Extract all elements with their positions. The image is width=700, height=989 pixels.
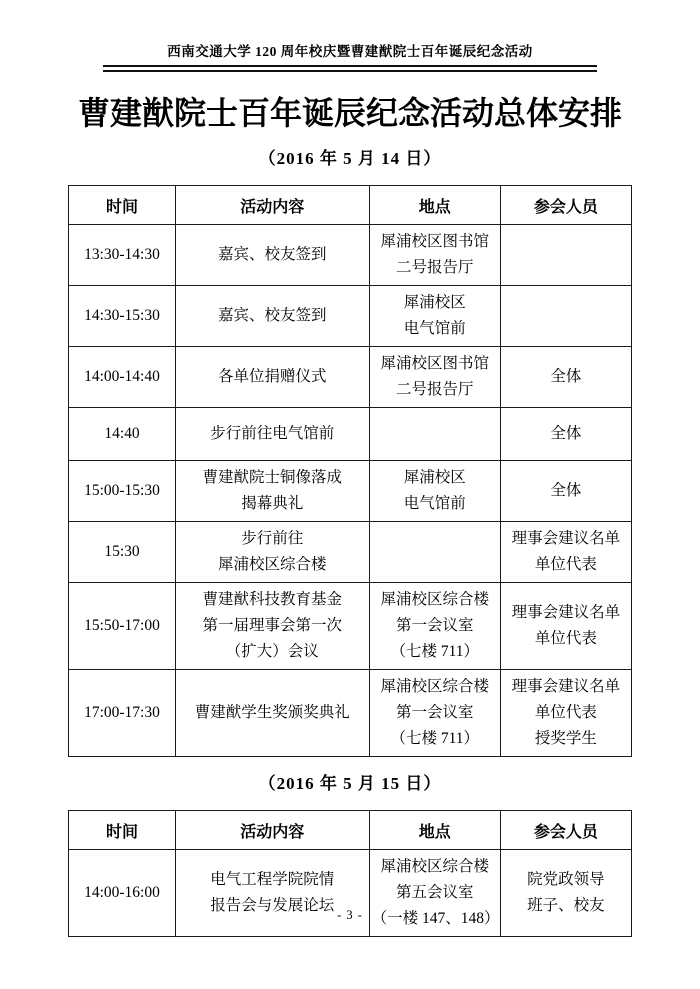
table-body	[69, 225, 632, 757]
cell-participants	[500, 347, 631, 408]
cell-activity	[175, 461, 369, 522]
cell-location-line: 犀浦校区	[403, 469, 466, 486]
cell-location	[369, 522, 500, 583]
cell-participants-line: 授奖学生	[534, 730, 597, 747]
page-title: 曹建猷院士百年诞辰纪念活动总体安排	[77, 95, 622, 131]
cell-participants-line: 单位代表	[534, 704, 597, 721]
table-row	[69, 408, 632, 461]
cell-activity-line: 电气工程学院院情	[210, 871, 335, 888]
column-header-1: 活动内容	[175, 811, 369, 850]
table-row	[69, 583, 632, 670]
table-row	[69, 461, 632, 522]
cell-activity	[175, 522, 369, 583]
cell-activity-line: 嘉宾、校友签到	[218, 307, 327, 324]
column-header-0: 时间	[69, 811, 176, 850]
cell-time: 14:00-14:40	[69, 347, 176, 408]
cell-activity-line: 曹建猷院士铜像落成	[202, 469, 343, 486]
cell-activity-line: 步行前往电气馆前	[210, 425, 335, 442]
running-header: 西南交通大学 120 周年校庆暨曹建猷院士百年诞辰纪念活动	[167, 44, 533, 59]
date-heading-may14: （2016 年 5 月 14 日）	[258, 149, 442, 168]
cell-participants-line: 全体	[550, 368, 582, 385]
cell-location	[369, 461, 500, 522]
cell-activity-line: 步行前往	[241, 530, 304, 547]
column-header-0: 时间	[69, 186, 176, 225]
cell-location-line: （七楼 711）	[390, 643, 479, 660]
cell-participants-line: 单位代表	[534, 556, 597, 573]
cell-location-line: 二号报告厅	[395, 381, 474, 398]
cell-location-line: 电气馆前	[403, 495, 466, 512]
cell-time: 14:30-15:30	[69, 286, 176, 347]
cell-time: 14:40	[69, 408, 176, 461]
cell-location-line: 犀浦校区图书馆	[380, 233, 489, 250]
cell-participants-line: 班子、校友	[527, 897, 605, 914]
cell-participants	[500, 850, 631, 937]
cell-location-line: 犀浦校区综合楼	[380, 858, 489, 875]
cell-participants	[500, 286, 631, 347]
cell-location	[369, 408, 500, 461]
cell-location-line: 第一会议室	[395, 617, 474, 634]
cell-participants-line: 理事会建议名单	[511, 530, 621, 547]
cell-participants-line: 单位代表	[534, 630, 597, 647]
cell-location	[369, 583, 500, 670]
cell-participants-line: 全体	[550, 482, 582, 499]
footer-page-number: - 3 -	[337, 908, 363, 922]
cell-activity	[175, 583, 369, 670]
cell-time: 15:00-15:30	[69, 461, 176, 522]
table-row	[69, 286, 632, 347]
cell-location-line: 二号报告厅	[395, 259, 474, 276]
cell-location	[369, 670, 500, 757]
table-row	[69, 522, 632, 583]
cell-location-line: 第五会议室	[395, 884, 474, 901]
table-body	[69, 850, 632, 937]
cell-activity	[175, 850, 369, 937]
table-header-row	[69, 186, 632, 225]
cell-activity	[175, 670, 369, 757]
cell-participants	[500, 408, 631, 461]
cell-activity-line: 犀浦校区综合楼	[218, 556, 327, 573]
cell-activity	[175, 408, 369, 461]
cell-activity-line: 报告会与发展论坛	[210, 897, 335, 914]
column-header-2: 地点	[369, 811, 500, 850]
table-header	[69, 811, 632, 850]
cell-location	[369, 225, 500, 286]
cell-location-line: 犀浦校区图书馆	[380, 355, 489, 372]
cell-location	[369, 347, 500, 408]
cell-activity-line: 曹建猷学生奖颁奖典礼	[194, 704, 350, 721]
cell-participants-line: 全体	[550, 425, 582, 442]
cell-participants-line: 理事会建议名单	[511, 604, 621, 621]
cell-participants-line: 理事会建议名单	[511, 678, 621, 695]
cell-activity	[175, 225, 369, 286]
table-row	[69, 347, 632, 408]
cell-activity-line: 各单位捐赠仪式	[218, 368, 327, 385]
cell-location-line: 犀浦校区	[403, 294, 466, 311]
header-rule	[103, 65, 597, 72]
cell-participants	[500, 225, 631, 286]
cell-activity	[175, 347, 369, 408]
cell-time: 13:30-14:30	[69, 225, 176, 286]
cell-participants	[500, 583, 631, 670]
cell-activity-line: 第一届理事会第一次	[202, 617, 343, 634]
cell-activity-line: 曹建猷科技教育基金	[202, 591, 343, 608]
cell-location-line: 第一会议室	[395, 704, 474, 721]
cell-participants	[500, 461, 631, 522]
cell-activity-line: （扩大）会议	[225, 643, 319, 660]
cell-location-line: 电气馆前	[403, 320, 466, 337]
cell-participants	[500, 522, 631, 583]
column-header-3: 参会人员	[500, 811, 631, 850]
table-row	[69, 225, 632, 286]
cell-location-line: （一楼 147、148）	[371, 910, 500, 927]
table-header	[69, 186, 632, 225]
column-header-2: 地点	[369, 186, 500, 225]
column-header-1: 活动内容	[175, 186, 369, 225]
cell-time: 15:50-17:00	[69, 583, 176, 670]
cell-location-line: 犀浦校区综合楼	[380, 678, 489, 695]
cell-participants	[500, 670, 631, 757]
cell-location	[369, 286, 500, 347]
cell-participants-line: 院党政领导	[527, 871, 605, 888]
column-header-3: 参会人员	[500, 186, 631, 225]
schedule-table-may14	[68, 185, 632, 757]
table-row	[69, 850, 632, 937]
cell-location	[369, 850, 500, 937]
date-heading-may15: （2016 年 5 月 15 日）	[258, 774, 442, 793]
cell-time: 15:30	[69, 522, 176, 583]
table-row	[69, 670, 632, 757]
cell-location-line: 犀浦校区综合楼	[380, 591, 489, 608]
cell-time: 14:00-16:00	[69, 850, 176, 937]
cell-activity-line: 揭幕典礼	[241, 495, 304, 512]
cell-location-line: （七楼 711）	[390, 730, 479, 747]
schedule-section-may14	[0, 148, 700, 757]
cell-activity-line: 嘉宾、校友签到	[218, 246, 327, 263]
table-header-row	[69, 811, 632, 850]
cell-activity	[175, 286, 369, 347]
cell-time: 17:00-17:30	[69, 670, 176, 757]
